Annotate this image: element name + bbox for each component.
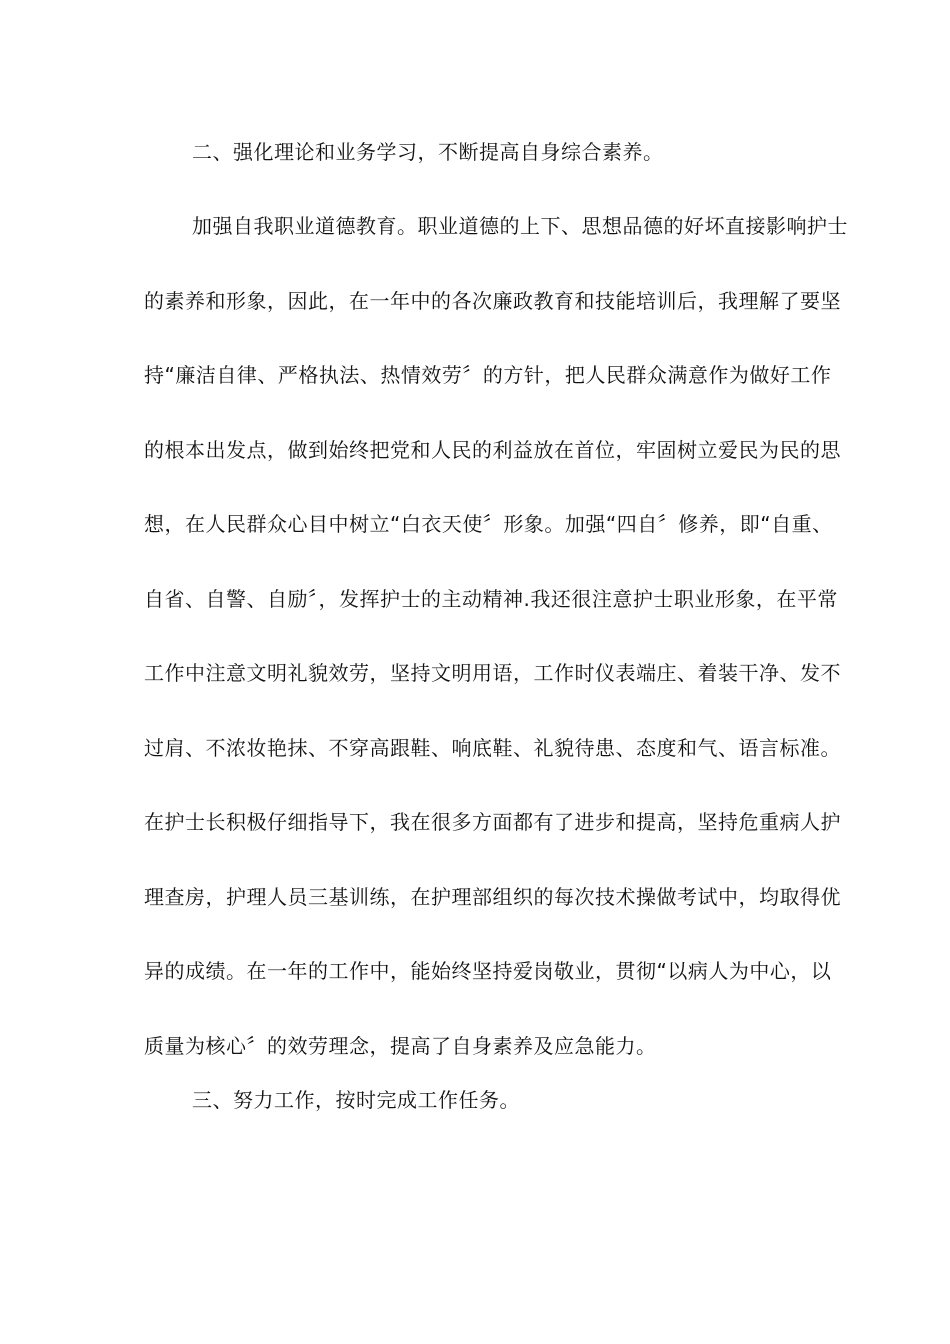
paragraph-line: 在护士长积极仔细指导下，我在很多方面都有了进步和提高，坚持危重病人护	[144, 810, 841, 834]
paragraph-line: 想，在人民群众心目中树立“白衣天使〞形象。加强“四自〞修养，即“自重、	[144, 512, 833, 536]
section-heading: 二、强化理论和业务学习，不断提高自身综合素养。	[192, 140, 664, 164]
paragraph-line: 理查房，护理人员三基训练，在护理部组织的每次技术操做考试中，均取得优	[144, 885, 841, 909]
paragraph-line: 的根本出发点，做到始终把党和人民的利益放在首位，牢固树立爱民为民的思	[144, 438, 841, 462]
paragraph-line: 自省、自警、自励〞，发挥护士的主动精神.我还很注意护士职业形象，在平常	[144, 587, 838, 611]
paragraph-line: 质量为核心〞的效劳理念，提高了自身素养及应急能力。	[144, 1034, 657, 1058]
paragraph-line: 工作中注意文明礼貌效劳，坚持文明用语，工作时仪表端庄、着装干净、发不	[144, 661, 841, 685]
paragraph-line: 异的成绩。在一年的工作中，能始终坚持爱岗敬业，贯彻“以病人为中心，以	[144, 959, 832, 983]
section-heading: 三、努力工作，按时完成工作任务。	[192, 1088, 520, 1112]
paragraph-line: 加强自我职业道德教育。职业道德的上下、思想品德的好坏直接影响护士	[192, 214, 848, 238]
paragraph-line: 持“廉洁自律、严格执法、热情效劳〞的方针，把人民群众满意作为做好工作	[144, 363, 832, 387]
paragraph-line: 过肩、不浓妆艳抹、不穿高跟鞋、响底鞋、礼貌待患、态度和气、语言标准。	[144, 736, 841, 760]
paragraph-line: 的素养和形象，因此，在一年中的各次廉政教育和技能培训后，我理解了要坚	[144, 289, 841, 313]
